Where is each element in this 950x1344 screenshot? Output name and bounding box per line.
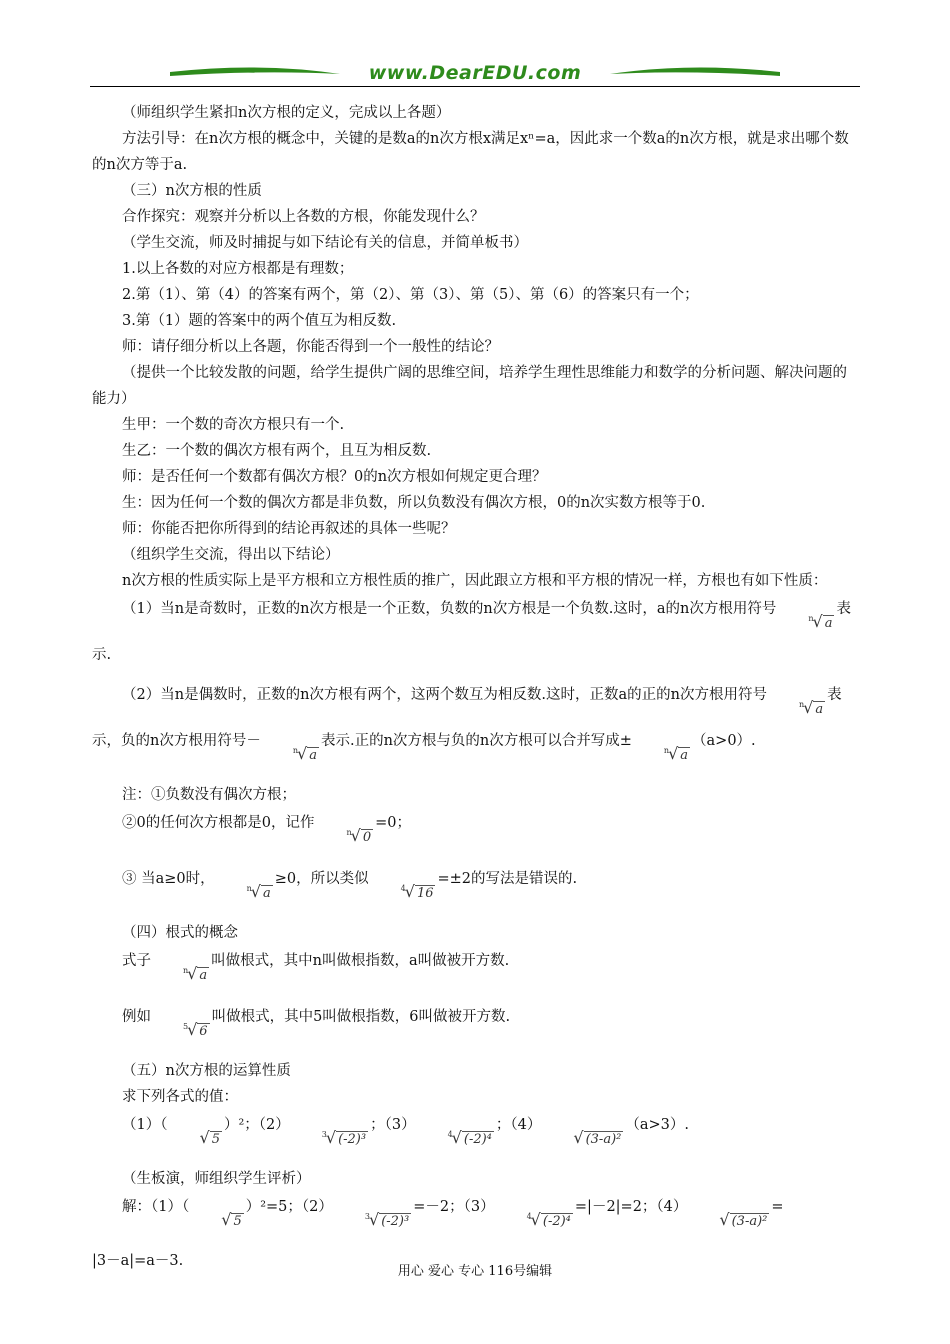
paragraph: 师：请仔细分析以上各题，你能否得到一个一般性的结论？	[122, 339, 499, 355]
paragraph: 生乙：一个数的偶次方根有两个，且互为相反数.	[122, 443, 432, 459]
radical: $^n$√ a	[799, 698, 824, 717]
paragraph: （2）当n是偶数时，正数的n次方根有两个，这两个数互为相反数.这时，正数a的正的n次方根用符号$^n$√ a表示，负的n次方根用符号－$^n$√ a表示.正的n次方根与负的n次方根可以合并写成±$^n$√ a（a>0）.	[92, 680, 860, 772]
paragraph: ③ 当a≥0时，$^n$√ a≥0，所以类似$^4$√ 16=±2的写法是错误的.	[92, 864, 860, 910]
paragraph: 合作探究：观察并分析以上各数的方根，你能发现什么？	[122, 209, 485, 225]
paragraph: ②0的任何次方根都是0，记作$^n$√ 0=0；	[92, 808, 860, 854]
radical: √ (3-a)²	[573, 1128, 622, 1147]
radical: √ (3-a)²	[719, 1210, 768, 1229]
header-rule	[90, 86, 860, 87]
paragraph: 2.第（1）、第（4）的答案有两个，第（2）、第（3）、第（5）、第（6）的答案只有一个；	[122, 287, 699, 303]
paragraph: 生：因为任何一个数的偶次方都是非负数，所以负数没有偶次方根，0的n次实数方根等于0.	[122, 495, 706, 511]
page-footer: 用心 爱心 专心 116号编辑	[397, 1264, 553, 1279]
paragraph: （提供一个比较发散的问题，给学生提供广阔的思维空间，培养学生理性思维能力和数学的分析问题、解决问题的能力）	[92, 365, 847, 407]
radical: $^4$√ (-2)⁴	[526, 1210, 571, 1229]
radical: $^n$√ a	[246, 882, 271, 901]
paragraph: （组织学生交流，得出以下结论）	[122, 547, 340, 563]
radical: $^n$√ a	[183, 964, 208, 983]
section-heading: （四）根式的概念	[122, 925, 238, 941]
paragraph: （学生交流，师及时捕捉与如下结论有关的信息，并简单板书）	[122, 235, 528, 251]
paragraph: 式子$^n$√ a叫做根式，其中n叫做根指数，a叫做被开方数.	[92, 946, 860, 992]
site-logo[interactable]: www.DearEDU.com	[368, 62, 582, 84]
paragraph: 师：是否任何一个数都有偶次方根？0的n次方根如何规定更合理？	[122, 469, 547, 485]
paragraph: 求下列各式的值：	[122, 1089, 238, 1105]
radical: $^4$√ 16	[400, 882, 434, 901]
paragraph: 注：①负数没有偶次方根；	[122, 787, 296, 803]
radical: $^n$√ a	[292, 744, 317, 763]
paragraph: 师：你能否把你所得到的结论再叙述的具体一些呢？	[122, 521, 456, 537]
document-body	[92, 100, 860, 1274]
section-heading: （三）n次方根的性质	[122, 183, 262, 199]
radical: $^5$√ 6	[183, 1020, 208, 1039]
radical: $^3$√ (-2)³	[321, 1128, 367, 1147]
radical: $^n$√ a	[808, 612, 833, 631]
solution-line: 解：（1）（√ 5）²=5；$(2)^3√$ (-2)³=－2；$(3)^4√$ (-2)⁴=|－2|=2；（4）√ (3-a)²=	[92, 1192, 860, 1238]
paragraph: （师组织学生紧扣n次方根的定义，完成以上各题）	[122, 105, 451, 121]
paragraph: n次方根的性质实际上是平方根和立方根性质的推广，因此跟立方根和平方根的情况一样，方根也有如下性质：	[122, 573, 828, 589]
solution-line: |3－a|=a－3.	[92, 1253, 184, 1269]
page-header	[90, 58, 860, 88]
section-heading: （五）n次方根的运算性质	[122, 1063, 291, 1079]
radical: $^3$√ (-2)³	[364, 1210, 410, 1229]
radical: $^n$√ a	[663, 744, 689, 763]
radical: $^n$√ 0	[346, 826, 372, 845]
paragraph: 3.第（1）题的答案中的两个值互为相反数.	[122, 313, 397, 329]
paragraph: （1）当n是奇数时，正数的n次方根是一个正数，负数的n次方根是一个负数.这时，a的n次方根用符号$^n$√ a表示.	[92, 601, 851, 663]
radical: √ 5	[221, 1210, 242, 1229]
paragraph: 生甲：一个数的奇次方根只有一个.	[122, 417, 345, 433]
radical: $^4$√ (-2)⁴	[447, 1128, 492, 1147]
paragraph: 例如$^5$√ 6叫做根式，其中5叫做根指数，6叫做被开方数.	[92, 1002, 860, 1048]
paragraph: 1.以上各数的对应方根都是有理数；	[122, 261, 354, 277]
radical: √ 5	[199, 1128, 220, 1147]
exercise-line: （1）（√ 5）²；$(2)^3√$ (-2)³；$(3)^4√$ (-2)⁴；（4）√ (3-a)²（a>3）.	[92, 1110, 860, 1156]
paragraph: （生板演，师组织学生评析）	[122, 1171, 311, 1187]
paragraph: 方法引导：在n次方根的概念中，关键的是数a的n次方根x满足xⁿ=a，因此求一个数a的n次方根，就是求出哪个数的n次方等于a.	[92, 131, 849, 173]
